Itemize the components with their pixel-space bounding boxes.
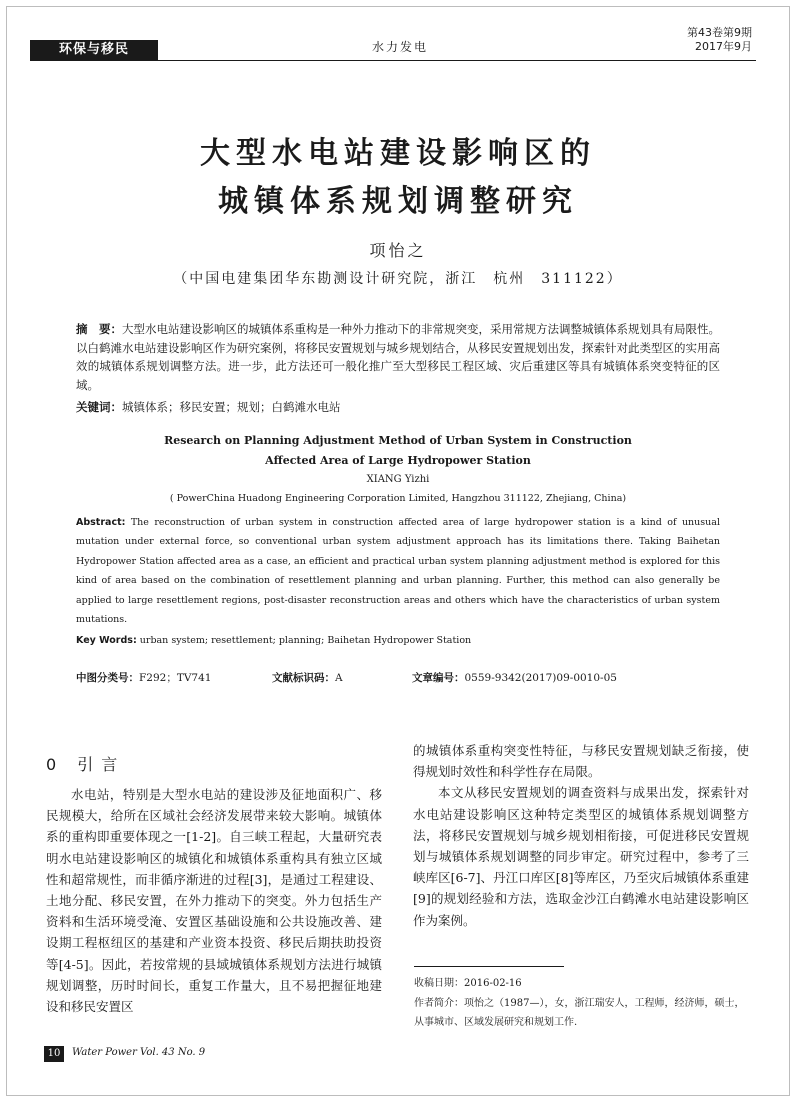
body-paragraph-continued: 的城镇体系重构突变性特征，与移民安置规划缺乏衔接，使得规划时效性和科学性存在局限。 [413,743,749,780]
journal-name: 水力发电 [371,40,428,54]
body-column-left [46,784,382,1017]
section-tag: 环保与移民 [30,40,158,60]
document-code [272,670,343,685]
article-number-value: 0559-9342(2017)09-0010-05 [464,672,617,684]
clc-value: F292；TV741 [139,672,212,684]
clc-label: 中图分类号： [76,672,139,684]
article-number-label: 文章编号： [412,672,465,684]
keywords-text-en: urban system; resettlement; planning; Baihetan Hydropower Station [139,635,472,646]
article-number [412,670,617,685]
english-title-line1: Research on Planning Adjustment Method of Urban System in Construction [164,434,632,447]
issue-info [687,26,752,54]
body-column-right [413,740,749,931]
abstract-label: 摘 要： [76,322,122,336]
section-heading-introduction: 0 引言 [46,755,126,774]
keywords-label-en: Key Words: [76,635,137,646]
chinese-title-line2: 城镇体系规划调整研究 [218,184,578,219]
abstract-label-en: Abstract: [76,517,126,528]
chinese-title-line1: 大型水电站建设影响区的 [200,136,596,171]
abstract-text-en: The reconstruction of urban system in construction affected area of large hydropower station is a kind of unusual mutation under external force, so conventional urban system adjustment approach has its limitations there. Taking Baihetan Hydropower Station affected area as a case, an efficient and practical urban system planning adjustment method is explored for this kind of area based on the combination of resettlement planning and urban planning. Further, this method can also generally be applied to large resettlement regions, post-disaster reconstruction areas and others which have the characteristics of urban system mutations. [76,517,720,626]
keywords-label: 关键词： [76,400,122,414]
english-abstract [76,513,720,629]
english-keywords [76,632,720,650]
chinese-affiliation: （中国电建集团华东勘测设计研究院，浙江 杭州 311122） [173,271,623,287]
doc-code-label: 文献标识码： [272,672,335,684]
footnote-author-bio: 作者简介：项怡之（1987—），女，浙江瑞安人，工程师，经济师，硕士，从事城市、区域发展研究和规划工作. [414,998,745,1028]
issue-volume: 第43卷第9期 [687,26,752,39]
footer-journal: Water Power Vol. 43 No. 9 [72,1047,206,1058]
abstract-text: 大型水电站建设影响区的城镇体系重构是一种外力推动下的非常规突变，采用常规方法调整城镇体系规划具有局限性。以白鹤滩水电站建设影响区作为研究案例，将移民安置规划与城乡规划结合，从移民安置规划出发，探索针对此类型区的实用高效的城镇体系规划调整方法。进一步，此方法还可一般化推广至大型移民工程区域、灾后重建区等具有城镇体系突变特征的区域。 [76,322,720,392]
english-affiliation: ( PowerChina Huadong Engineering Corporation Limited, Hangzhou 311122, Zhejiang, China) [169,493,627,504]
chinese-keywords [76,398,720,417]
body-paragraph: 水电站，特别是大型水电站的建设涉及征地面积广、移民规模大，给所在区域社会经济发展带来较大影响。城镇体系的重构即重要体现之一[1-2]。自三峡工程起，大量研究表明水电站建设影响区的城镇化和城镇体系重构具有独立区域性和超常规性，而非循序渐进的过程[3]，是通过工程建设、土地分配、移民安置，在外力推动下的突变。外力包括生产资料和生活环境受淹、安置区基础设施和公共设施改善、建设期工程枢纽区的基建和产业资本投资、移民后期扶助投资等[4-5]。因此，若按常规的县域城镇体系规划方法进行城镇规划调整，历时时间长，重复工作量大，且不易把握征地建设和移民安置区 [46,787,382,1015]
header-rule [30,60,756,61]
keywords-text: 城镇体系；移民安置；规划；白鹤滩水电站 [122,400,341,414]
clc-number [76,670,211,685]
body-paragraph: 本文从移民安置规划的调查资料与成果出发，探索针对水电站建设影响区这种特定类型区的城镇体系规划调整方法，将移民安置规划与城乡规划相衔接，可促进移民安置规划与城镇体系规划调整的同步审定。研究过程中，参考了三峡库区[6-7]、丹江口库区[8]等库区，乃至灾后城镇体系重建[9]的规划经验和方法，选取金沙江白鹤滩水电站建设影响区作为案例。 [413,785,749,928]
english-author: XIANG Yizhi [366,474,430,485]
footnote-rule [414,966,564,967]
footnote-received-date: 收稿日期：2016-02-16 [414,978,522,989]
chinese-author: 项怡之 [369,241,427,260]
english-title-line2: Affected Area of Large Hydropower Station [265,454,531,467]
chinese-abstract [76,320,720,394]
issue-date: 2017年9月 [695,40,752,53]
doc-code-value: A [335,672,343,684]
page-number: 10 [44,1046,64,1062]
